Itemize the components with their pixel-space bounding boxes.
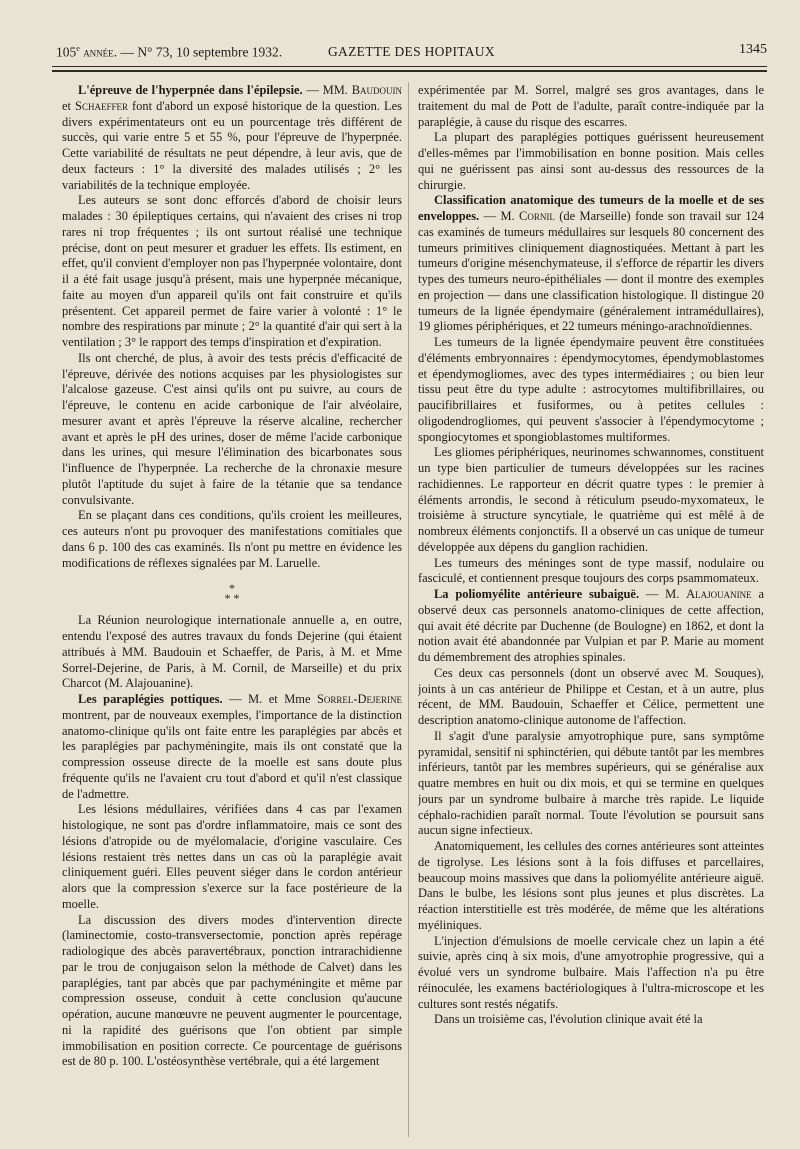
heading-poliomyelitis: La poliomyélite antérieure subaiguë. [434,587,640,601]
heading-paraplegia: Les paraplégies pottiques. [78,692,223,706]
article-poliomyelitis [418,587,764,666]
left-column [62,83,402,1141]
star-top: * [229,581,235,596]
heading-tumors: Classification anatomique des tumeurs de la moelle et de ses enveloppes. [418,193,764,223]
paragraph: En se plaçant dans ces conditions, qu'ils croient les meilleures, ces auteurs n'ont pu provoquer des manifestations comitiales que dans 6 p. 100 des cas examinés. Ils n'ont pu mettre en évidence les modifications de réflexes signalées par M. Laruelle. [62,508,402,570]
paragraph: Anatomiquement, les cellules des cornes antérieures sont atteintes de tigrolyse. Les lésions sont à la fois diffuses et parcellaires, beaucoup moins massives que dans la poliomyélite antérieure aiguë. Dans le bulbe, les lésions sont plus jeunes et plus discrètes. La réaction interstitielle est très modérée, de même que les altérations myéliniques. [418,839,764,932]
year-word: année [83,44,114,60]
paragraph: L'injection d'émulsions de moelle cervicale chez un lapin a été suivie, après cinq à six mois, d'une amyotrophie progressive, qui a évolué vers un syndrome bulbaire. Mais l'affection n'a pu être réinoculée, les examens bactériologiques à l'ultra-microscope et les cultures sont restés négatifs. [418,933,764,1011]
paragraph: Les tumeurs des méninges sont de type massif, nodulaire ou fasciculé, et contiennent presque toujours des corps psammomateux. [418,555,764,586]
author-sorrel-dejerine: Sorrel-Dejerine [316,692,402,706]
article-pott-paraplegia [62,692,402,802]
paragraph: Les gliomes périphériques, neurinomes schwannomes, constituent un type bien particulier de tumeurs développées sur les racines rachidiennes. Le rapporteur en décrit quatre types : le premier à éléments arrondis, le second à réticulum pseudo-myxomateux, le troisième à structure syncytiale, le quatrième qui est mêlé à de nombreux éléments conjonctifs. Il a observé un cas unique de tumeur développée aux dépens du ganglion rachidien. [418,445,764,554]
paragraph: expérimentée par M. Sorrel, malgré ses gros avantages, dans le traitement du mal de Pott de l'adulte, paraît contre-indiquée par la paraplégie, à cause du risque des escarres. [418,83,764,129]
page-number: 1345 [739,42,767,57]
paragraph: Ils ont cherché, de plus, à avoir des tests précis d'efficacité de l'épreuve, dérivée des notions acquises par les physiologistes sur l'alcalose gazeuse. C'est ainsi qu'ils ont pu suivre, au cours de l'épreuve, le contenu en acide carbonique de l'air alvéolaire, mesurer avant et après l'épreuve la réserve alcaline, rechercher avant et après le pH des urines, doser de même l'acide carbonique dans les urines, qui mesure l'élimination des bicarbonates sous l'influence de l'hyperpnée. La recherche de la chronaxie mesure plutôt l'aptitude du sujet à faire de la tétanie que sa tendance convulsivante. [62,350,402,507]
header-rule-thin [52,66,767,67]
heading-epilepsy: L'épreuve de l'hyperpnée dans l'épilepsie. [78,83,303,97]
author-alajouanine: Alajouanine [686,587,752,601]
issue-date: . — N° 73, 10 septembre 1932. [113,44,283,60]
paragraph: Les lésions médullaires, vérifiées dans 4 cas par l'examen histologique, ne sont pas d'ordre inflammatoire, mais ce sont des lésions d'atropide ou de myélomalacie, d'origine vasculaire. Ces lésions restaient très nettes dans un cas où la paraplégie avait cliniquement guéri. Elles peuvent siéger dans le cordon antérieur alors que la compression s'exerce sur la face postérieure de la moelle. [62,802,402,911]
article-spinal-tumors [418,193,764,335]
paragraph: Les auteurs se sont donc efforcés d'abord de choisir leurs malades : 30 épileptiques certains, qui n'avaient des crises ni trop rares ni trop fréquentes ; ils ont surtout réalisé une technique précise, dont on peut mesurer et graduer les effets. Ils estiment, en effet, qu'il convient d'employer non pas l'hyperpnée volontaire, dont il a été fait usage jusqu'à présent, mais une hyperpnée mécanique, faite au moyen d'un appareil qu'ils ont fait construire et qu'ils présentent. Cet appareil permet de faire varier à volonté : 1° le nombre des respirations par minute ; 2° la quantité d'air qui sert à la ventilation ; 3° le rapport des temps d'inspiration et d'expiration. [62,193,402,349]
author-baudouin: Baudouin [351,83,402,97]
year-number: 105 [56,44,77,60]
author-cornil: Cornil [519,209,555,223]
header-rule-thick [52,70,767,72]
journal-title: GAZETTE DES HOPITAUX [328,44,495,59]
section-separator [62,581,402,606]
issue-info [56,44,282,61]
paragraph-text: font d'abord un exposé historique de la question. Les divers expérimentateurs ont eu un pourcentage très différent de succès, qui varie entre 5 et 55 %, pour l'épreuve de l'hyperpnée. Cette variabilité de résultats ne peut dépendre, à leur avis, que de deux facteurs : 1° la diversité des malades utilisés ; 2° les variabilités de la technique employée. [62,98,402,192]
dash: — MM. [302,83,352,97]
conjunction: et [62,98,76,113]
paragraph: Dans un troisième cas, l'évolution clinique avait été la [434,1012,703,1027]
paragraph: Il s'agit d'une paralysie amyotrophique pure, sans symptôme pyramidal, sensitif ni sphinctérien, qui débute tantôt par les membres inférieurs, tantôt par les membres supérieurs, qui se généralise aux quatre membres en huit ou dix mois, et qui se termine en quelques jours par un syndrome bulbaire à marche très rapide. Le liquide céphalo-rachidien paraît normal. Toute l'évolution se poursuit sans aucun signe infectieux. [418,728,764,838]
paragraph: Ces deux cas personnels (dont un observé avec M. Souques), joints à un cas antérieur de Philippe et Cestan, et à un autre, plus récent, de MM. Baudouin, Schaeffer et Célice, permettent une description anatomo-clinique autonome de l'affection. [418,665,764,727]
paragraph-text: montrent, par de nouveaux exemples, l'importance de la distinction anatomo-clinique qu'ils ont faite entre les paraplégies par abcès et les paraplégies par pachyméningite, mais ils ont constaté que la compression osseuse directe de la moelle est sans doute plus fréquente qu'ils ne l'avaient cru tout d'abord et qu'il n'est classique de l'admettre. [62,707,402,801]
paragraph-text: a observé deux cas personnels anatomo-cliniques de cette affection, qui avait été décrite par Duchenne (de Boulogne) en 1862, et dont la notion avait été abandonnée par Vulpian et par P. Marie au moment du démembrement des atrophies spinales. [418,587,764,664]
paragraph: Les tumeurs de la lignée épendymaire peuvent être constituées d'éléments embryonnaires : épendymocytomes, épendymoblastomes et épendymogliomes, avec des types intermédiaires ; ou bien leur tissu peut être du type adulte : astrocytomes multifibrillaires, ou paucifibrillaires et fusiformes, ou à petites cellules : oligodendrogliomes, qui peuvent s'associer à l'épendymocytome ; spongiocytomes et spongioblastomes multiformes. [418,335,764,444]
paragraph: La discussion des divers modes d'intervention directe (laminectomie, costo-transversectomie, ponction après repérage radiologique des abcès paravertébraux, ponction intrarachidienne par le trou de conjugaison selon la méthode de Calvet) dans les paraplégies, tant par abcès que par pachyméningite et même par compression osseuse, conduit à cette conclusion qu'aucune opération, aucune manœuvre ne peuvent augmenter le pourcentage, ni la rapidité des guérisons que l'on obtient par simple immobilisation en position correcte. Ce pourcentage de guérisons est de 80 p. 100. L'ostéosynthèse vertébrale, qui a été largement [62,912,402,1069]
page-header [56,40,770,62]
dash: — M. [479,209,520,223]
paragraph-text: (de Marseille) fonde son travail sur 124 cas examinés de tumeurs médullaires sur lesquels 80 concernent des tumeurs primitives cliniquement diagnostiquées. Mettant à part les tumeurs d'origine mésenchymateuse, il s'efforce de répartir les divers types des tumeurs neuro-épithéliales — dont il montre des exemples en projection — dans une classification histologique. Il distingue 20 tumeurs de la lignée épendymaire (généralement intramédullaires), 19 gliomes périphériques, et 22 tumeurs méningo-arachnoïdiennes. [418,209,764,334]
year-suffix: e [76,44,80,53]
paragraph: La Réunion neurologique internationale annuelle a, en outre, entendu l'exposé des autres travaux du fonds Dejerine (qui étaient attribués à MM. Baudouin et Schaeffer, de Paris, à M. et Mme Sorrel-Dejerine, de Paris, à M. Cornil, de Marseille) et du prix Charcot (M. Alajouanine). [62,613,402,691]
author-schaeffer: Schaeffer [75,98,128,113]
dash: — M. [639,587,687,601]
star-bottom: * * [224,591,240,606]
column-divider [408,82,409,1137]
right-column [418,83,764,1141]
dash: — M. et Mme [222,692,317,706]
article-epilepsy [62,83,402,193]
paragraph: La plupart des paraplégies pottiques guérissent heureusement d'elles-mêmes par l'immobilisation en bonne position. Mais celles qui ne guérissent pas ainsi sont au-dessus des ressources de la chirurgie. [418,130,764,192]
